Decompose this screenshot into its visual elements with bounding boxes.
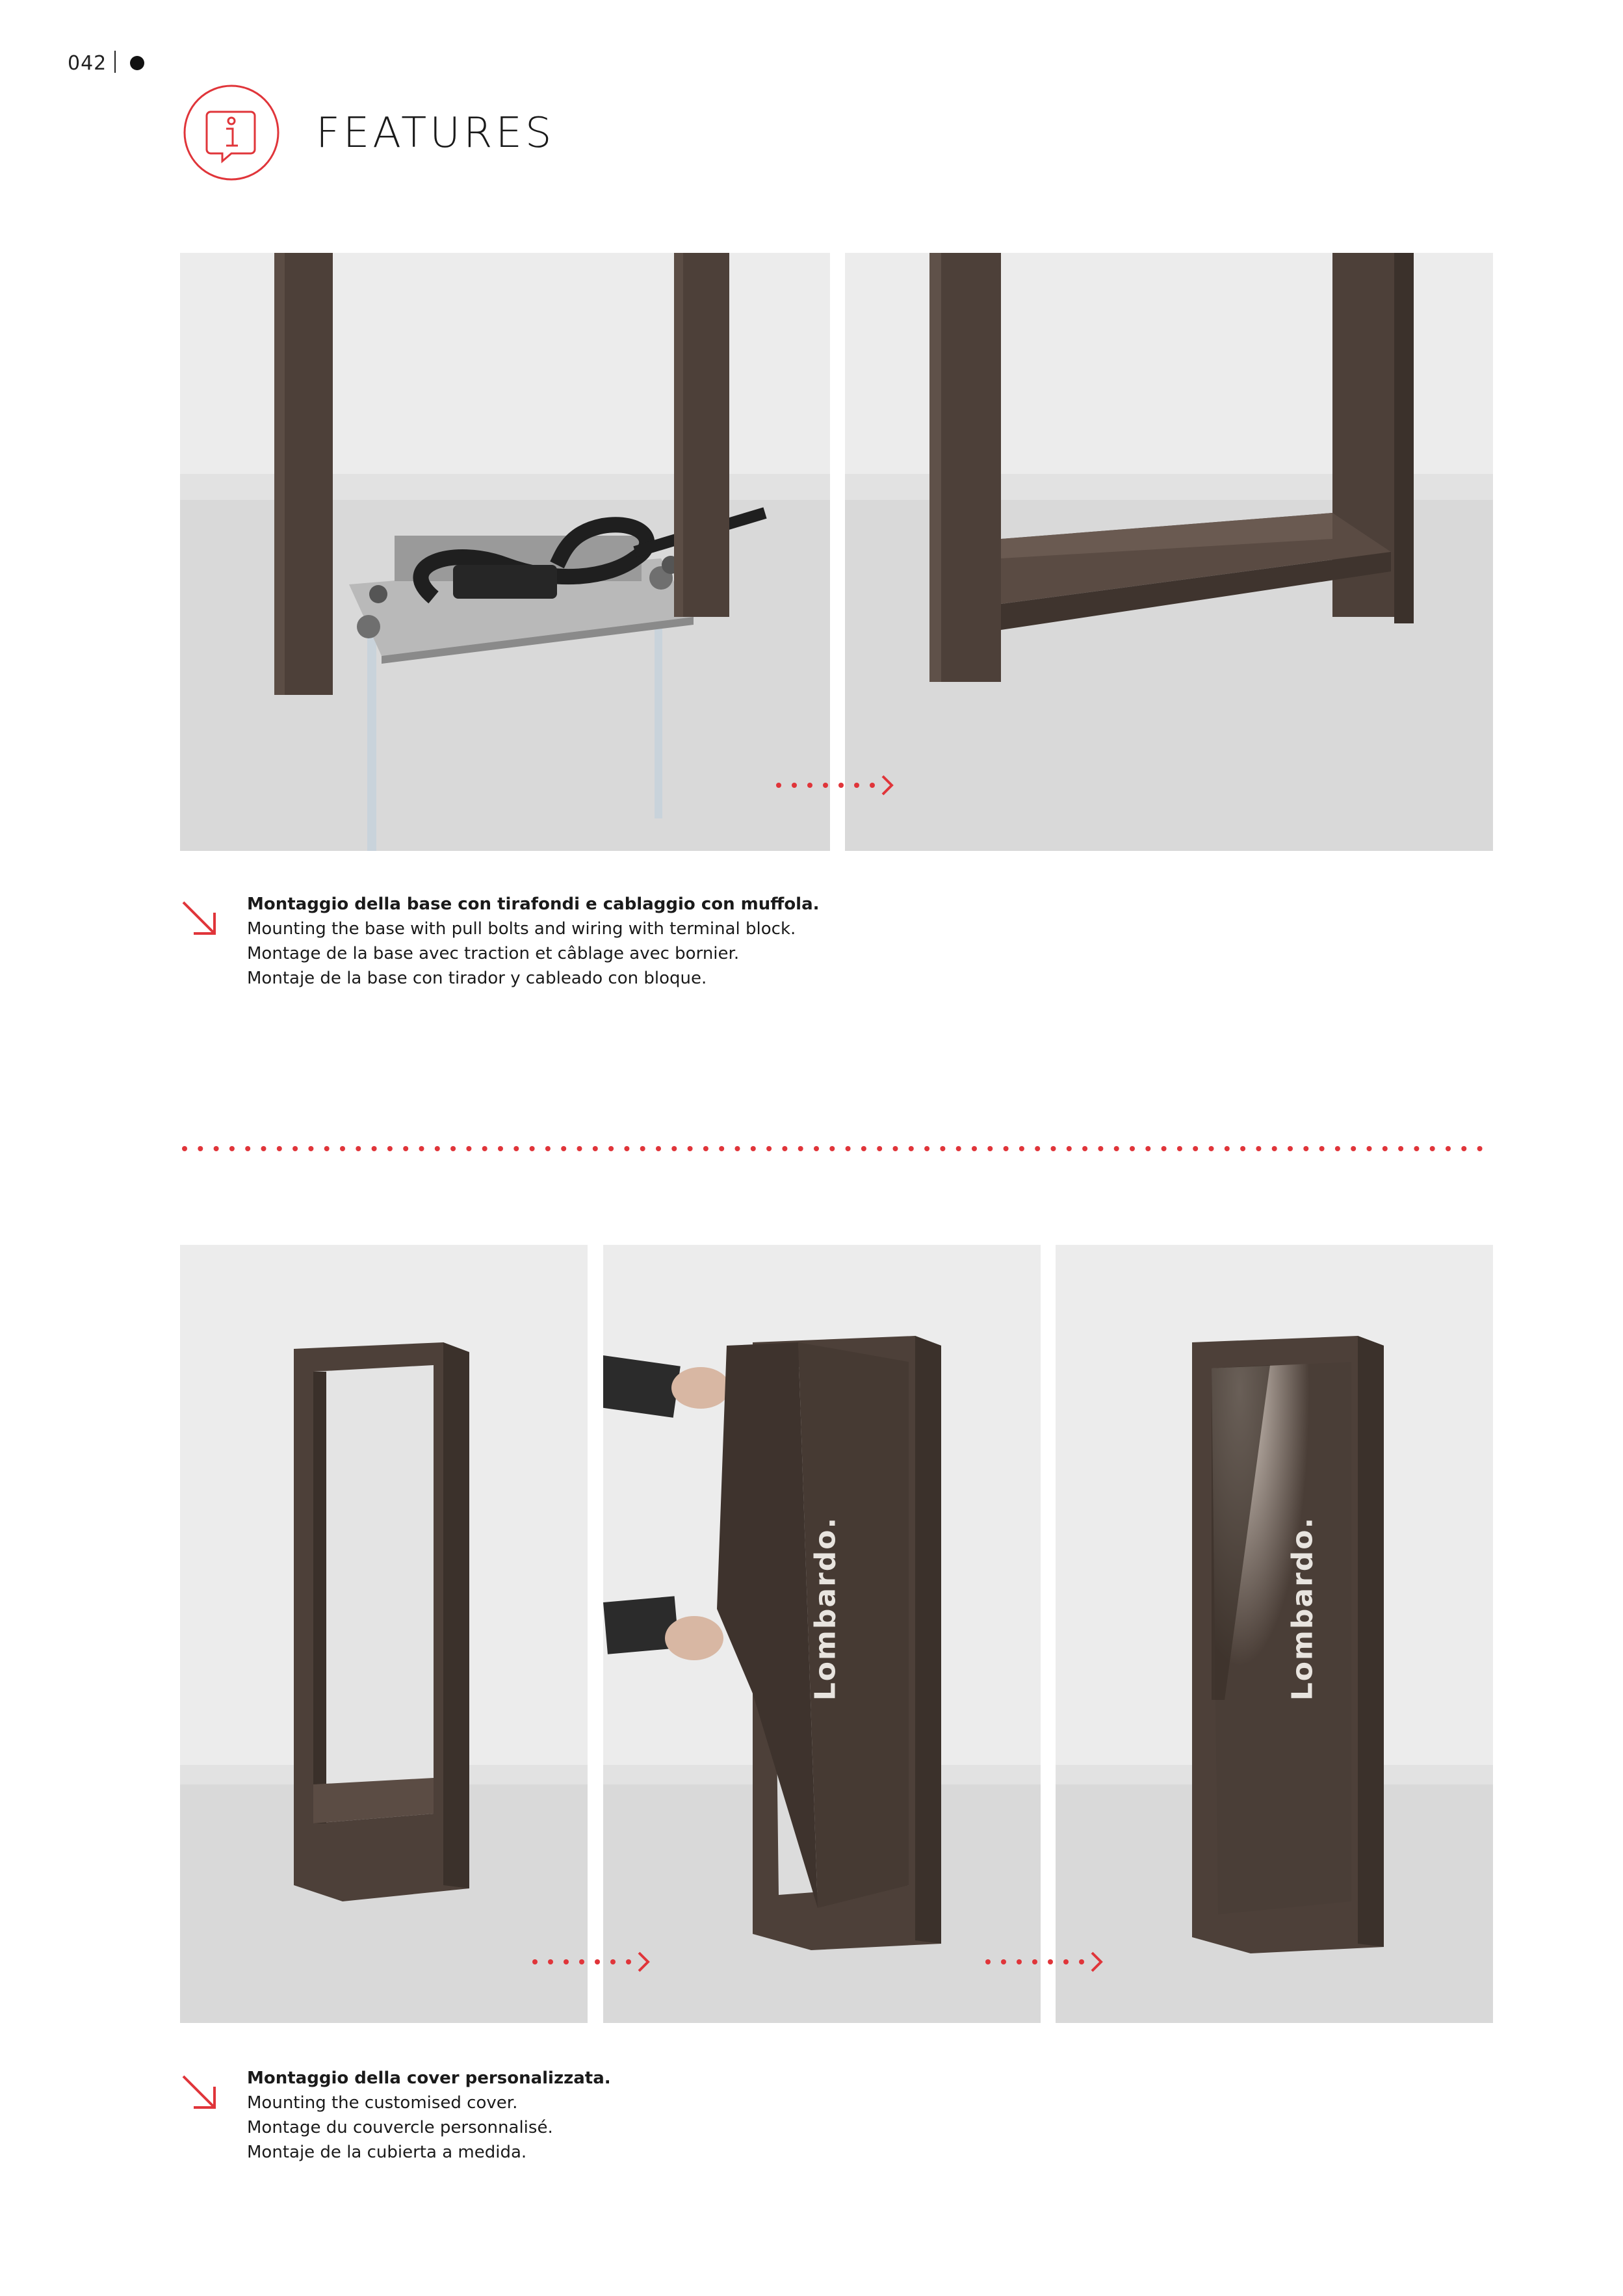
divider-dot: [1035, 1146, 1040, 1151]
info-speech-bubble-icon: [182, 83, 281, 182]
divider-dot: [1430, 1146, 1435, 1151]
divider-dot: [893, 1146, 898, 1151]
divider-dot: [1335, 1146, 1340, 1151]
divider-dot: [1225, 1146, 1230, 1151]
caption-cover-mounting: [247, 2066, 1157, 2165]
photo-cover-installed: [1056, 1245, 1493, 2023]
divider-dot: [198, 1146, 203, 1151]
divider-dot: [640, 1146, 645, 1151]
divider-dot: [530, 1146, 535, 1151]
divider-dot: [1051, 1146, 1056, 1151]
divider-dot: [956, 1146, 961, 1151]
divider-dot: [924, 1146, 929, 1151]
divider-dot: [261, 1146, 266, 1151]
divider-dot: [624, 1146, 629, 1151]
next-step-arrow-icon: [530, 1950, 653, 1974]
divider-dot: [798, 1146, 803, 1151]
divider-dot: [292, 1146, 298, 1151]
caption-arrow-icon: [179, 898, 220, 939]
divider-dot: [1240, 1146, 1245, 1151]
divider-dot: [466, 1146, 471, 1151]
divider-dot: [229, 1146, 235, 1151]
divider-dot: [1446, 1146, 1451, 1151]
divider-dot: [182, 1146, 187, 1151]
caption-base-mounting: [247, 892, 1157, 991]
divider-dot: [861, 1146, 866, 1151]
divider-dot: [372, 1146, 377, 1151]
divider-dot: [1098, 1146, 1103, 1151]
divider-dot: [1272, 1146, 1277, 1151]
divider-dot: [482, 1146, 487, 1151]
divider-dot: [1351, 1146, 1356, 1151]
divider-dot: [1193, 1146, 1198, 1151]
divider-dot: [1177, 1146, 1182, 1151]
divider-dot: [593, 1146, 598, 1151]
divider-dot: [846, 1146, 851, 1151]
divider-dot: [656, 1146, 661, 1151]
divider-dot: [545, 1146, 551, 1151]
divider-dot: [561, 1146, 566, 1151]
divider-dot: [608, 1146, 614, 1151]
divider-dot: [1477, 1146, 1483, 1151]
divider-dot: [703, 1146, 708, 1151]
caption-title: Montaggio della base con tirafondi e cablaggio con muffola.: [247, 894, 820, 914]
divider-dot: [513, 1146, 519, 1151]
divider-dot: [324, 1146, 330, 1151]
divider-dot: [214, 1146, 219, 1151]
divider-dot: [1398, 1146, 1403, 1151]
caption-line-en: Mounting the customised cover.: [247, 2093, 518, 2113]
divider-dot: [877, 1146, 882, 1151]
divider-dot: [450, 1146, 456, 1151]
divider-dot: [972, 1146, 977, 1151]
caption-title: Montaggio della cover personalizzata.: [247, 2068, 611, 2088]
divider-dot: [1367, 1146, 1372, 1151]
divider-dot: [356, 1146, 361, 1151]
divider-dot: [1019, 1146, 1024, 1151]
cover-lettering-text: Lombardo.: [1286, 1516, 1319, 1701]
section-divider: [182, 1144, 1495, 1153]
divider-dot: [1383, 1146, 1388, 1151]
photo-base-assembled: [845, 253, 1493, 851]
divider-dot: [1004, 1146, 1009, 1151]
divider-dot: [1114, 1146, 1119, 1151]
divider-dot: [735, 1146, 740, 1151]
caption-line-fr: Montage de la base avec traction et câblage avec bornier.: [247, 944, 740, 963]
caption-line-es: Montaje de la base con tirador y cableado con bloque.: [247, 969, 707, 988]
divider-dot: [1461, 1146, 1466, 1151]
photo-empty-frame: [180, 1245, 588, 2023]
section-title: FEATURES: [316, 109, 555, 157]
divider-dot: [308, 1146, 313, 1151]
next-step-arrow-icon: [773, 774, 897, 797]
caption-line-en: Mounting the base with pull bolts and wiring with terminal block.: [247, 919, 796, 939]
divider-dot: [688, 1146, 693, 1151]
divider-dot: [671, 1146, 677, 1151]
divider-dot: [419, 1146, 424, 1151]
page-number: 042: [68, 52, 107, 75]
divider-dot: [909, 1146, 914, 1151]
divider-dot: [387, 1146, 393, 1151]
divider-dot: [403, 1146, 408, 1151]
divider-dot: [245, 1146, 250, 1151]
divider-dot: [1145, 1146, 1150, 1151]
divider-dot: [829, 1146, 835, 1151]
page-marker-dot: [130, 56, 144, 70]
page-number-separator: [114, 51, 116, 73]
next-step-arrow-icon: [983, 1950, 1106, 1974]
photo-fitting-cover: [603, 1245, 1041, 2023]
divider-dot: [1082, 1146, 1087, 1151]
divider-dot: [498, 1146, 503, 1151]
divider-dot: [1288, 1146, 1293, 1151]
divider-dot: [940, 1146, 945, 1151]
divider-dot: [987, 1146, 993, 1151]
divider-dot: [1319, 1146, 1325, 1151]
divider-dot: [1303, 1146, 1308, 1151]
divider-dot: [340, 1146, 345, 1151]
divider-dot: [766, 1146, 772, 1151]
divider-dot: [782, 1146, 787, 1151]
caption-arrow-icon: [179, 2072, 220, 2113]
divider-dot: [1162, 1146, 1167, 1151]
cover-lettering-text: Lombardo.: [809, 1516, 842, 1701]
divider-dot: [1256, 1146, 1261, 1151]
divider-dot: [1130, 1146, 1135, 1151]
caption-line-fr: Montage du couvercle personnalisé.: [247, 2118, 553, 2137]
divider-dot: [719, 1146, 724, 1151]
divider-dot: [1067, 1146, 1072, 1151]
divider-dot: [814, 1146, 819, 1151]
divider-dot: [1209, 1146, 1214, 1151]
caption-line-es: Montaje de la cubierta a medida.: [247, 2143, 527, 2162]
divider-dot: [751, 1146, 756, 1151]
divider-dot: [277, 1146, 282, 1151]
photo-base-wiring: [180, 253, 830, 851]
divider-dot: [435, 1146, 440, 1151]
divider-dot: [1414, 1146, 1419, 1151]
divider-dot: [577, 1146, 582, 1151]
